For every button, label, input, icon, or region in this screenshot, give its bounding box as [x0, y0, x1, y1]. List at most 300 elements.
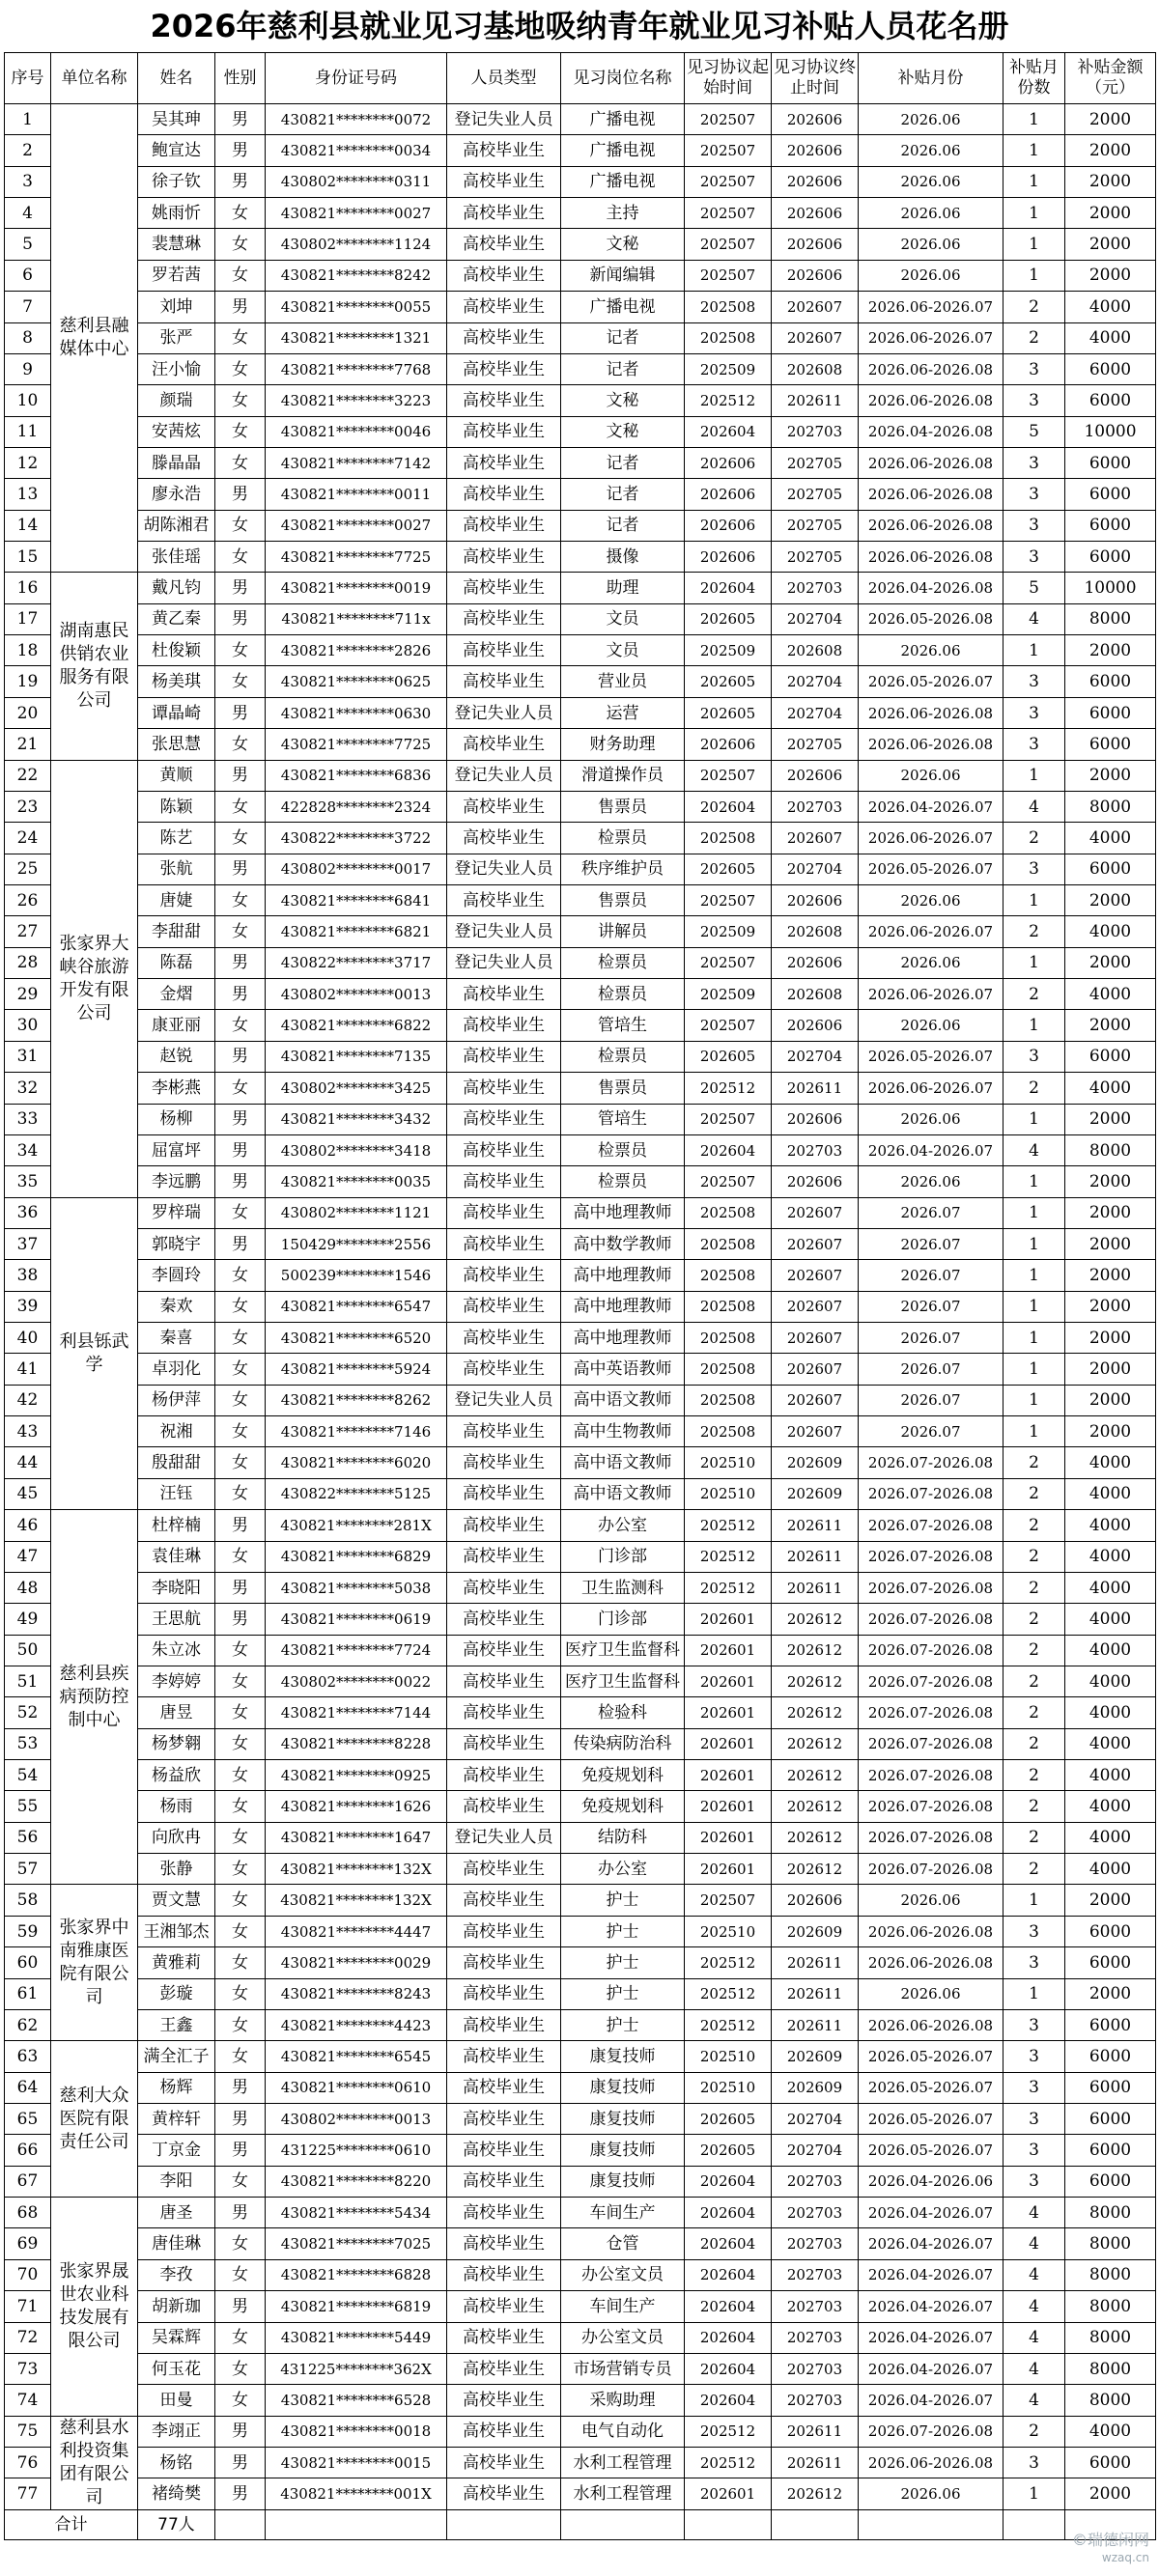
cell-month: 2026.06-2026.07: [859, 292, 1004, 322]
cell-id: 430821********8220: [266, 2166, 447, 2197]
cell-name: 汪小愉: [138, 353, 215, 384]
cell-type: 登记失业人员: [447, 916, 561, 947]
cell-amount: 6000: [1065, 1947, 1156, 1978]
cell-count: 1: [1004, 135, 1065, 166]
cell-id: 430821********6822: [266, 1010, 447, 1041]
cell-amount: 8000: [1065, 2322, 1156, 2353]
cell-name: 戴凡钧: [138, 573, 215, 603]
cell-seq: 38: [5, 1260, 51, 1291]
cell-gender: 女: [215, 1447, 266, 1478]
cell-seq: 42: [5, 1385, 51, 1415]
cell-start: 202508: [685, 1416, 772, 1447]
cell-seq: 27: [5, 916, 51, 947]
table-row: [5, 760, 1156, 791]
cell-seq: 28: [5, 947, 51, 978]
cell-start: 202508: [685, 1197, 772, 1228]
cell-name: 杨梦翱: [138, 1728, 215, 1759]
cell-gender: 女: [215, 1760, 266, 1791]
cell-id: 430821********7025: [266, 2228, 447, 2259]
cell-start: 202512: [685, 2416, 772, 2447]
header-amount: 补贴金额（元）: [1065, 53, 1156, 104]
cell-amount: 4000: [1065, 1728, 1156, 1759]
cell-month: 2026.06: [859, 1166, 1004, 1197]
cell-end: 202703: [772, 573, 859, 603]
cell-count: 3: [1004, 385, 1065, 416]
cell-gender: 女: [215, 385, 266, 416]
cell-start: 202606: [685, 542, 772, 573]
cell-name: 杜俊颖: [138, 635, 215, 666]
cell-seq: 70: [5, 2259, 51, 2290]
table-row: [5, 1760, 1156, 1791]
cell-count: 1: [1004, 1885, 1065, 1916]
cell-amount: 2000: [1065, 760, 1156, 791]
cell-month: 2026.06-2026.08: [859, 479, 1004, 510]
cell-name: 谭晶崎: [138, 697, 215, 728]
cell-count: 2: [1004, 1447, 1065, 1478]
cell-post: 秩序维护员: [561, 854, 685, 884]
cell-type: 高校毕业生: [447, 1541, 561, 1572]
header-start: 见习协议起始时间: [685, 53, 772, 104]
cell-end: 202609: [772, 2072, 859, 2103]
cell-post: 车间生产: [561, 2291, 685, 2322]
cell-gender: 女: [215, 1635, 266, 1666]
cell-name: 安茜炫: [138, 416, 215, 447]
cell-seq: 19: [5, 666, 51, 697]
cell-end: 202612: [772, 1635, 859, 1666]
cell-name: 胡陈湘君: [138, 510, 215, 541]
cell-type: 高校毕业生: [447, 603, 561, 634]
cell-amount: 6000: [1065, 2009, 1156, 2040]
cell-type: 高校毕业生: [447, 2104, 561, 2135]
cell-gender: 男: [215, 2072, 266, 2103]
cell-seq: 26: [5, 884, 51, 915]
cell-month: 2026.06-2026.08: [859, 1916, 1004, 1946]
cell-end: 202609: [772, 1447, 859, 1478]
cell-name: 张严: [138, 322, 215, 353]
cell-type: 高校毕业生: [447, 198, 561, 229]
cell-name: 杨铭: [138, 2447, 215, 2478]
table-row: [5, 1447, 1156, 1478]
cell-count: 1: [1004, 229, 1065, 260]
cell-post: 水利工程管理: [561, 2447, 685, 2478]
cell-seq: 48: [5, 1572, 51, 1603]
table-footer: [5, 2509, 1156, 2539]
cell-month: 2026.06: [859, 2478, 1004, 2509]
cell-post: 康复技师: [561, 2104, 685, 2135]
cell-end: 202608: [772, 979, 859, 1010]
cell-type: 高校毕业生: [447, 1854, 561, 1885]
cell-gender: 男: [215, 292, 266, 322]
header-post: 见习岗位名称: [561, 53, 685, 104]
cell-start: 202507: [685, 760, 772, 791]
table-row: [5, 603, 1156, 634]
cell-id: 430821********3223: [266, 385, 447, 416]
cell-end: 202703: [772, 2259, 859, 2290]
cell-end: 202703: [772, 2322, 859, 2353]
cell-unit: 慈利县融媒体中心: [51, 104, 138, 573]
cell-seq: 54: [5, 1760, 51, 1791]
cell-seq: 66: [5, 2135, 51, 2166]
cell-end: 202704: [772, 1041, 859, 1072]
cell-name: 徐子钦: [138, 166, 215, 197]
cell-seq: 52: [5, 1697, 51, 1728]
cell-id: 430821********0015: [266, 2447, 447, 2478]
cell-gender: 女: [215, 1728, 266, 1759]
cell-amount: 2000: [1065, 104, 1156, 135]
cell-month: 2026.06: [859, 1010, 1004, 1041]
cell-end: 202606: [772, 135, 859, 166]
cell-end: 202607: [772, 1291, 859, 1322]
cell-start: 202605: [685, 603, 772, 634]
cell-month: 2026.05-2026.07: [859, 1041, 1004, 1072]
cell-amount: 2000: [1065, 1010, 1156, 1041]
cell-name: 张思慧: [138, 729, 215, 760]
cell-start: 202604: [685, 2353, 772, 2384]
cell-month: 2026.06: [859, 635, 1004, 666]
cell-unit: 慈利县疾病预防控制中心: [51, 1510, 138, 1885]
cell-count: 3: [1004, 1947, 1065, 1978]
cell-gender: 女: [215, 1666, 266, 1696]
cell-end: 202704: [772, 603, 859, 634]
cell-end: 202606: [772, 1010, 859, 1041]
cell-month: 2026.07-2026.08: [859, 1447, 1004, 1478]
cell-gender: 女: [215, 1947, 266, 1978]
cell-name: 滕晶晶: [138, 447, 215, 478]
cell-start: 202512: [685, 1947, 772, 1978]
cell-type: 高校毕业生: [447, 2166, 561, 2197]
table-row: [5, 823, 1156, 854]
cell-gender: 女: [215, 510, 266, 541]
cell-end: 202611: [772, 2009, 859, 2040]
cell-type: 高校毕业生: [447, 1478, 561, 1509]
cell-start: 202601: [685, 1728, 772, 1759]
table-row: [5, 1666, 1156, 1696]
cell-month: 2026.06-2026.08: [859, 2009, 1004, 2040]
cell-start: 202605: [685, 666, 772, 697]
cell-gender: 男: [215, 979, 266, 1010]
cell-amount: 4000: [1065, 823, 1156, 854]
cell-seq: 71: [5, 2291, 51, 2322]
cell-count: 3: [1004, 2041, 1065, 2072]
cell-amount: 6000: [1065, 2041, 1156, 2072]
cell-end: 202606: [772, 1166, 859, 1197]
table-row: [5, 135, 1156, 166]
cell-count: 4: [1004, 1134, 1065, 1165]
header-end: 见习协议终止时间: [772, 53, 859, 104]
cell-type: 高校毕业生: [447, 2041, 561, 2072]
cell-seq: 23: [5, 791, 51, 822]
cell-count: 2: [1004, 1541, 1065, 1572]
cell-start: 202606: [685, 729, 772, 760]
cell-end: 202606: [772, 229, 859, 260]
cell-count: 1: [1004, 635, 1065, 666]
cell-amount: 2000: [1065, 1291, 1156, 1322]
cell-post: 售票员: [561, 884, 685, 915]
cell-name: 吴其珅: [138, 104, 215, 135]
cell-post: 售票员: [561, 1073, 685, 1104]
cell-post: 电气自动化: [561, 2416, 685, 2447]
cell-gender: 女: [215, 1885, 266, 1916]
table-row: [5, 1947, 1156, 1978]
cell-amount: 2000: [1065, 1228, 1156, 1259]
cell-start: 202604: [685, 2228, 772, 2259]
cell-end: 202609: [772, 2041, 859, 2072]
cell-post: 检票员: [561, 947, 685, 978]
cell-gender: 男: [215, 479, 266, 510]
cell-end: 202611: [772, 2416, 859, 2447]
cell-start: 202507: [685, 166, 772, 197]
cell-id: 430821********4423: [266, 2009, 447, 2040]
cell-gender: 男: [215, 1510, 266, 1541]
total-count: 77人: [138, 2509, 215, 2539]
cell-amount: 4000: [1065, 1791, 1156, 1822]
cell-month: 2026.07-2026.08: [859, 1666, 1004, 1696]
cell-end: 202606: [772, 198, 859, 229]
cell-gender: 女: [215, 2228, 266, 2259]
cell-gender: 女: [215, 1822, 266, 1853]
cell-name: 汪钰: [138, 1478, 215, 1509]
cell-count: 4: [1004, 2259, 1065, 2290]
cell-end: 202607: [772, 322, 859, 353]
cell-month: 2026.06: [859, 198, 1004, 229]
cell-post: 文秘: [561, 385, 685, 416]
cell-count: 3: [1004, 2447, 1065, 2478]
cell-id: 430821********132X: [266, 1854, 447, 1885]
cell-start: 202601: [685, 1604, 772, 1635]
cell-name: 向欣冉: [138, 1822, 215, 1853]
cell-count: 2: [1004, 1510, 1065, 1541]
cell-id: 430821********8242: [266, 260, 447, 291]
cell-id: 430821********0610: [266, 2072, 447, 2103]
cell-type: 高校毕业生: [447, 1073, 561, 1104]
watermark-text: ©瑞德闲网: [1071, 2531, 1149, 2549]
cell-amount: 4000: [1065, 1073, 1156, 1104]
cell-month: 2026.06-2026.08: [859, 353, 1004, 384]
cell-count: 4: [1004, 791, 1065, 822]
cell-type: 高校毕业生: [447, 353, 561, 384]
cell-month: 2026.07-2026.08: [859, 1572, 1004, 1603]
cell-seq: 40: [5, 1323, 51, 1354]
document-title: 2026年慈利县就业见习基地吸纳青年就业见习补贴人员花名册: [150, 8, 1009, 44]
cell-name: 廖永浩: [138, 479, 215, 510]
cell-type: 登记失业人员: [447, 854, 561, 884]
cell-start: 202512: [685, 2009, 772, 2040]
table-row: [5, 260, 1156, 291]
table-row: [5, 1416, 1156, 1447]
cell-amount: 2000: [1065, 1978, 1156, 2009]
cell-amount: 2000: [1065, 1197, 1156, 1228]
cell-post: 康复技师: [561, 2041, 685, 2072]
cell-amount: 6000: [1065, 1041, 1156, 1072]
cell-gender: 女: [215, 198, 266, 229]
table-row: [5, 2009, 1156, 2040]
table-row: [5, 1228, 1156, 1259]
cell-seq: 56: [5, 1822, 51, 1853]
table-row: [5, 542, 1156, 573]
cell-amount: 2000: [1065, 947, 1156, 978]
cell-post: 记者: [561, 353, 685, 384]
cell-unit: 张家界中南雅康医院有限公司: [51, 1885, 138, 2041]
cell-start: 202510: [685, 2041, 772, 2072]
cell-month: 2026.07-2026.08: [859, 1604, 1004, 1635]
cell-post: 运营: [561, 697, 685, 728]
cell-start: 202604: [685, 1134, 772, 1165]
cell-post: 护士: [561, 1978, 685, 2009]
cell-type: 高校毕业生: [447, 2291, 561, 2322]
cell-post: 营业员: [561, 666, 685, 697]
cell-name: 赵锐: [138, 1041, 215, 1072]
cell-name: 罗梓瑞: [138, 1197, 215, 1228]
cell-id: 430821********6829: [266, 1541, 447, 1572]
cell-amount: 6000: [1065, 510, 1156, 541]
cell-month: 2026.06: [859, 760, 1004, 791]
cell-end: 202607: [772, 1260, 859, 1291]
cell-name: 秦欢: [138, 1291, 215, 1322]
cell-id: 430821********3432: [266, 1104, 447, 1134]
cell-seq: 13: [5, 479, 51, 510]
cell-unit: 张家界晟世农业科技发展有限公司: [51, 2198, 138, 2417]
cell-gender: 男: [215, 947, 266, 978]
cell-month: 2026.04-2026.06: [859, 2166, 1004, 2197]
cell-month: 2026.07-2026.08: [859, 1510, 1004, 1541]
cell-count: 1: [1004, 1228, 1065, 1259]
cell-end: 202703: [772, 2166, 859, 2197]
cell-amount: 2000: [1065, 1416, 1156, 1447]
cell-amount: 6000: [1065, 2104, 1156, 2135]
cell-month: 2026.07-2026.08: [859, 1760, 1004, 1791]
cell-name: 杨柳: [138, 1104, 215, 1134]
table-row: [5, 2259, 1156, 2290]
cell-count: 2: [1004, 1635, 1065, 1666]
cell-seq: 55: [5, 1791, 51, 1822]
cell-month: 2026.04-2026.07: [859, 1134, 1004, 1165]
cell-type: 高校毕业生: [447, 542, 561, 573]
cell-post: 滑道操作员: [561, 760, 685, 791]
cell-id: 430821********0046: [266, 416, 447, 447]
table-row: [5, 1478, 1156, 1509]
cell-amount: 8000: [1065, 2259, 1156, 2290]
header-name: 姓名: [138, 53, 215, 104]
cell-amount: 8000: [1065, 2228, 1156, 2259]
cell-count: 1: [1004, 1166, 1065, 1197]
cell-name: 姚雨忻: [138, 198, 215, 229]
cell-count: 3: [1004, 447, 1065, 478]
cell-id: 430802********0022: [266, 1666, 447, 1696]
cell-type: 高校毕业生: [447, 1197, 561, 1228]
cell-start: 202507: [685, 1166, 772, 1197]
cell-seq: 10: [5, 385, 51, 416]
cell-name: 金熠: [138, 979, 215, 1010]
cell-id: 430802********1121: [266, 1197, 447, 1228]
cell-post: 仓管: [561, 2228, 685, 2259]
cell-name: 唐圣: [138, 2198, 215, 2228]
cell-end: 202611: [772, 1947, 859, 1978]
table-row: [5, 292, 1156, 322]
cell-id: 430821********7142: [266, 447, 447, 478]
cell-gender: 女: [215, 2322, 266, 2353]
cell-count: 4: [1004, 603, 1065, 634]
cell-amount: 2000: [1065, 1166, 1156, 1197]
cell-type: 高校毕业生: [447, 1885, 561, 1916]
cell-post: 讲解员: [561, 916, 685, 947]
cell-count: 1: [1004, 1197, 1065, 1228]
cell-end: 202703: [772, 416, 859, 447]
cell-month: 2026.05-2026.07: [859, 2072, 1004, 2103]
cell-start: 202605: [685, 697, 772, 728]
cell-count: 2: [1004, 1666, 1065, 1696]
cell-amount: 2000: [1065, 1354, 1156, 1385]
cell-post: 采购助理: [561, 2385, 685, 2416]
watermark: [1072, 2532, 1149, 2566]
cell-seq: 63: [5, 2041, 51, 2072]
cell-type: 高校毕业生: [447, 2072, 561, 2103]
cell-count: 1: [1004, 1354, 1065, 1385]
cell-seq: 25: [5, 854, 51, 884]
cell-month: 2026.04-2026.08: [859, 416, 1004, 447]
table-row: [5, 1916, 1156, 1946]
table-row: [5, 2104, 1156, 2135]
cell-month: 2026.07: [859, 1323, 1004, 1354]
table-row: [5, 1885, 1156, 1916]
cell-type: 登记失业人员: [447, 1385, 561, 1415]
cell-start: 202601: [685, 1760, 772, 1791]
cell-id: 430821********0625: [266, 666, 447, 697]
cell-seq: 20: [5, 697, 51, 728]
cell-post: 记者: [561, 447, 685, 478]
cell-gender: 女: [215, 322, 266, 353]
cell-count: 4: [1004, 2291, 1065, 2322]
cell-name: 朱立冰: [138, 1635, 215, 1666]
cell-id: 430822********3722: [266, 823, 447, 854]
table-row: [5, 635, 1156, 666]
cell-post: 传染病防治科: [561, 1728, 685, 1759]
cell-id: 430821********0027: [266, 198, 447, 229]
cell-post: 办公室文员: [561, 2259, 685, 2290]
cell-gender: 男: [215, 135, 266, 166]
cell-name: 彭璇: [138, 1978, 215, 2009]
cell-type: 高校毕业生: [447, 1134, 561, 1165]
cell-start: 202507: [685, 198, 772, 229]
cell-start: 202512: [685, 1073, 772, 1104]
cell-end: 202607: [772, 1385, 859, 1415]
cell-post: 康复技师: [561, 2072, 685, 2103]
cell-name: 唐佳琳: [138, 2228, 215, 2259]
cell-month: 2026.07-2026.08: [859, 1635, 1004, 1666]
cell-id: 430821********281X: [266, 1510, 447, 1541]
cell-name: 陈颖: [138, 791, 215, 822]
cell-amount: 10000: [1065, 416, 1156, 447]
cell-amount: 6000: [1065, 666, 1156, 697]
cell-amount: 6000: [1065, 2135, 1156, 2166]
cell-count: 3: [1004, 353, 1065, 384]
cell-gender: 女: [215, 260, 266, 291]
cell-start: 202509: [685, 353, 772, 384]
cell-name: 杨美琪: [138, 666, 215, 697]
cell-post: 新闻编辑: [561, 260, 685, 291]
cell-unit: 慈利县水利投资集团有限公司: [51, 2416, 138, 2509]
cell-seq: 65: [5, 2104, 51, 2135]
cell-count: 2: [1004, 1854, 1065, 1885]
cell-type: 高校毕业生: [447, 1697, 561, 1728]
table-row: [5, 2072, 1156, 2103]
cell-start: 202507: [685, 104, 772, 135]
cell-gender: 女: [215, 1541, 266, 1572]
cell-start: 202512: [685, 2447, 772, 2478]
cell-count: 1: [1004, 260, 1065, 291]
cell-gender: 男: [215, 697, 266, 728]
cell-start: 202604: [685, 2259, 772, 2290]
cell-end: 202611: [772, 1510, 859, 1541]
